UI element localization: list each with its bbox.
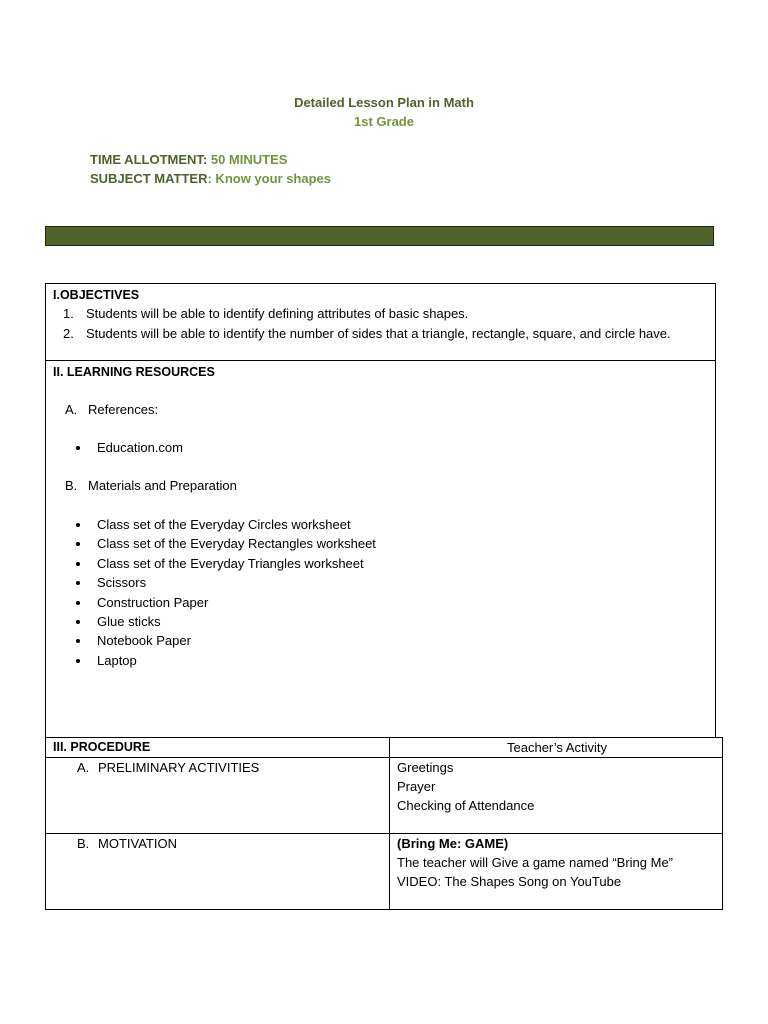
procedure-table	[45, 737, 723, 910]
table-cell-activity	[389, 833, 723, 910]
table-cell-activity	[389, 757, 723, 834]
lesson-plan-title: Detailed Lesson Plan in Math	[294, 95, 474, 110]
time-allotment	[90, 152, 287, 167]
material-item: Class set of the Everyday Circles worksheet	[97, 517, 351, 532]
teacher-activity-header-cell	[389, 737, 723, 758]
learning-resources-section	[45, 360, 716, 738]
objective-item: Students will be able to identify the number of sides that a triangle, rectangle, square, and circle have.	[86, 326, 671, 341]
objectives-section	[45, 283, 716, 361]
subject-matter-label: SUBJECT MATTER	[90, 171, 208, 186]
activity-line: The teacher will Give a game named “Bring Me”	[397, 855, 674, 870]
bullet-icon	[76, 620, 80, 624]
material-item: Class set of the Everyday Triangles worksheet	[97, 556, 364, 571]
material-item: Construction Paper	[97, 595, 209, 610]
material-item: Class set of the Everyday Rectangles worksheet	[97, 536, 376, 551]
green-divider-bar	[45, 226, 714, 246]
activity-line: Checking of Attendance	[397, 798, 535, 813]
bullet-icon	[76, 581, 80, 585]
bullet-icon	[76, 446, 80, 450]
bullet-icon	[76, 523, 80, 527]
bullet-icon	[76, 601, 80, 605]
table-row	[45, 757, 390, 834]
row-title: MOTIVATION	[98, 836, 177, 851]
bullet-icon	[76, 659, 80, 663]
subject-matter-value: : Know your shapes	[207, 171, 332, 186]
row-letter: A.	[77, 760, 90, 775]
materials-heading: Materials and Preparation	[88, 478, 237, 493]
objective-item: Students will be able to identify defining attributes of basic shapes.	[86, 306, 469, 321]
row-title: PRELIMINARY ACTIVITIES	[98, 760, 260, 775]
bullet-icon	[76, 542, 80, 546]
objective-number: 2.	[63, 326, 74, 341]
time-allotment-label: TIME ALLOTMENT:	[90, 152, 208, 167]
bullet-icon	[76, 562, 80, 566]
row-letter: B.	[77, 836, 90, 851]
objectives-heading: I.OBJECTIVES	[53, 288, 140, 302]
activity-bold-line: (Bring Me: GAME)	[397, 836, 509, 851]
material-item: Scissors	[97, 575, 147, 590]
procedure-header-cell	[45, 737, 390, 758]
activity-line: VIDEO: The Shapes Song on YouTube	[397, 874, 622, 889]
materials-letter: B.	[65, 478, 78, 493]
activity-line: Greetings	[397, 760, 454, 775]
grade-label: 1st Grade	[354, 114, 414, 129]
material-item: Laptop	[97, 653, 137, 668]
time-allotment-value: 50 MINUTES	[207, 152, 288, 167]
material-item: Glue sticks	[97, 614, 161, 629]
material-item: Notebook Paper	[97, 633, 191, 648]
table-row	[45, 833, 390, 910]
references-heading: References:	[88, 402, 159, 417]
learning-resources-heading: II. LEARNING RESOURCES	[53, 365, 215, 379]
bullet-icon	[76, 639, 80, 643]
procedure-heading: III. PROCEDURE	[53, 740, 151, 754]
reference-item: Education.com	[97, 440, 183, 455]
teacher-activity-heading: Teacher’s Activity	[507, 740, 607, 755]
activity-line: Prayer	[397, 779, 436, 794]
objective-number: 1.	[63, 306, 74, 321]
subject-matter	[90, 171, 331, 186]
references-letter: A.	[65, 402, 78, 417]
